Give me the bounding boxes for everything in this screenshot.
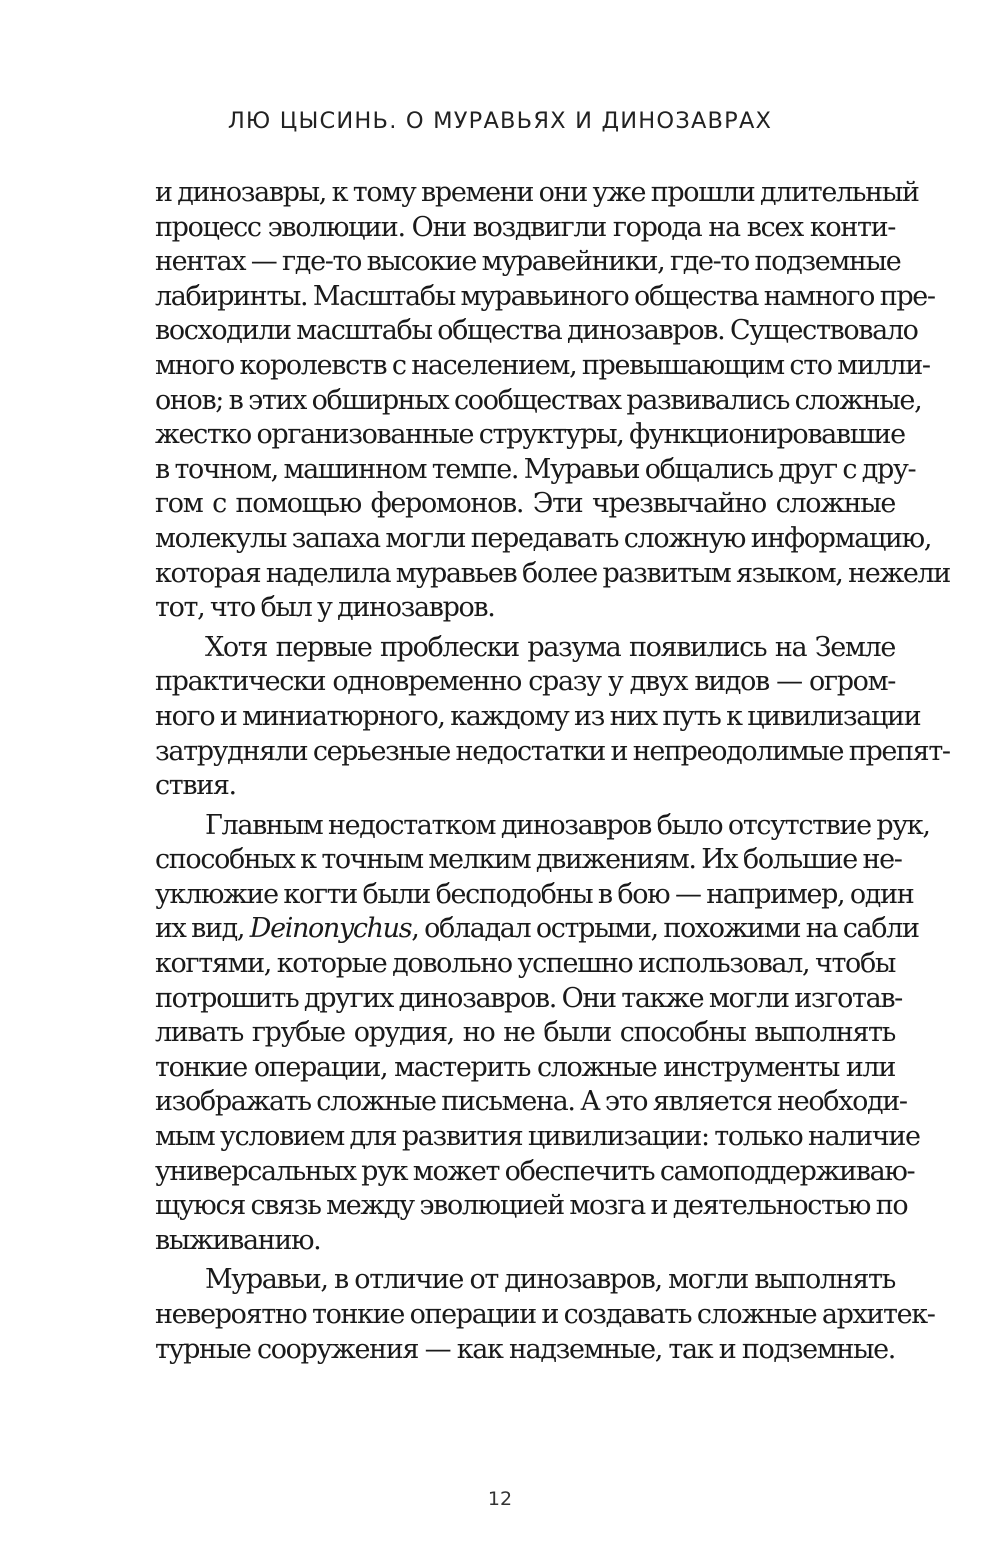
text-line: потрошить других динозавров. Они также могли изготав- [155,982,902,1014]
text-line: ствия. [155,770,236,802]
text-line: мым условием для развития цивилизации: только наличие [155,1121,920,1153]
text-line: когтями, которые довольно успешно использовал, чтобы [155,948,895,980]
text-segment: их вид, [155,913,250,945]
text-line: онов; в этих обширных сообществах развивались сложные, [155,384,922,416]
running-head: ЛЮ ЦЫСИНЬ. О МУРАВЬЯХ И ДИНОЗАВРАХ [227,108,773,134]
text-line: тонкие операции, мастерить сложные инструменты или [155,1051,895,1083]
text-line: лабиринты. Масштабы муравьиного общества намного пре- [155,280,935,312]
text-line: тот, что был у динозавров. [155,592,495,624]
text-line: ливать грубые орудия, но не были способны выполнять [155,1017,895,1049]
text-line: восходили масштабы общества динозавров. Существовало [155,315,918,347]
text-line: нентах — где-то высокие муравейники, где-то подземные [155,246,901,278]
text-line: и динозавры, к тому времени они уже прошли длительный [155,177,919,208]
text-line: невероятно тонкие операции и создавать сложные архитек- [155,1299,935,1330]
text-line: способных к точным мелким движениям. Их большие не- [155,844,902,876]
paragraph-4 [155,1263,935,1367]
paragraph-2 [155,631,950,804]
text-line: в точном, машинном темпе. Муравьи общались друг с дру- [155,453,916,485]
text-line: жестко организованные структуры, функционировавшие [155,419,905,451]
paragraph-1 [155,176,950,626]
text-line: процесс эволюции. Они воздвигли города на всех конти- [155,211,895,243]
text-line: турные сооружения — как надземные, так и подземные. [155,1333,895,1365]
text-line-with-italic [155,912,919,947]
text-segment: , обладал острыми, похожими на сабли [411,913,919,945]
text-line: которая наделила муравьев более развитым языком, нежели [155,557,950,589]
text-line: Главным недостатком динозавров было отсутствие рук, [205,809,930,841]
text-line: практически одновременно сразу у двух видов — огром- [155,666,895,698]
text-line: щуюся связь между эволюцией мозга и деятельностью по [155,1190,908,1222]
text-line: много королевств с населением, превышающим сто милли- [155,349,930,381]
text-line: выживанию. [155,1224,321,1256]
paragraph-3 [155,809,930,1259]
text-line: универсальных рук может обеспечить самоподдерживаю- [155,1155,915,1187]
text-line: ного и миниатюрного, каждому из них путь к цивилизации [155,700,921,732]
text-line: Хотя первые проблески разума появились на Земле [205,631,895,663]
text-line: изображать сложные письмена. А это является необходи- [155,1086,907,1118]
body-text [155,176,950,1367]
text-line: затрудняли серьезные недостатки и непреодолимые препят- [155,735,950,767]
text-line: Муравьи, в отличие от динозавров, могли выполнять [205,1264,895,1296]
text-line: молекулы запаха могли передавать сложную информацию, [155,522,932,554]
species-name-italic: Deinonychus [249,913,412,945]
text-line: гом с помощью феромонов. Эти чрезвычайно сложные [155,488,895,520]
text-line: уклюжие когти были бесподобны в бою — например, один [155,878,914,910]
page-number: 12 [487,1488,513,1510]
